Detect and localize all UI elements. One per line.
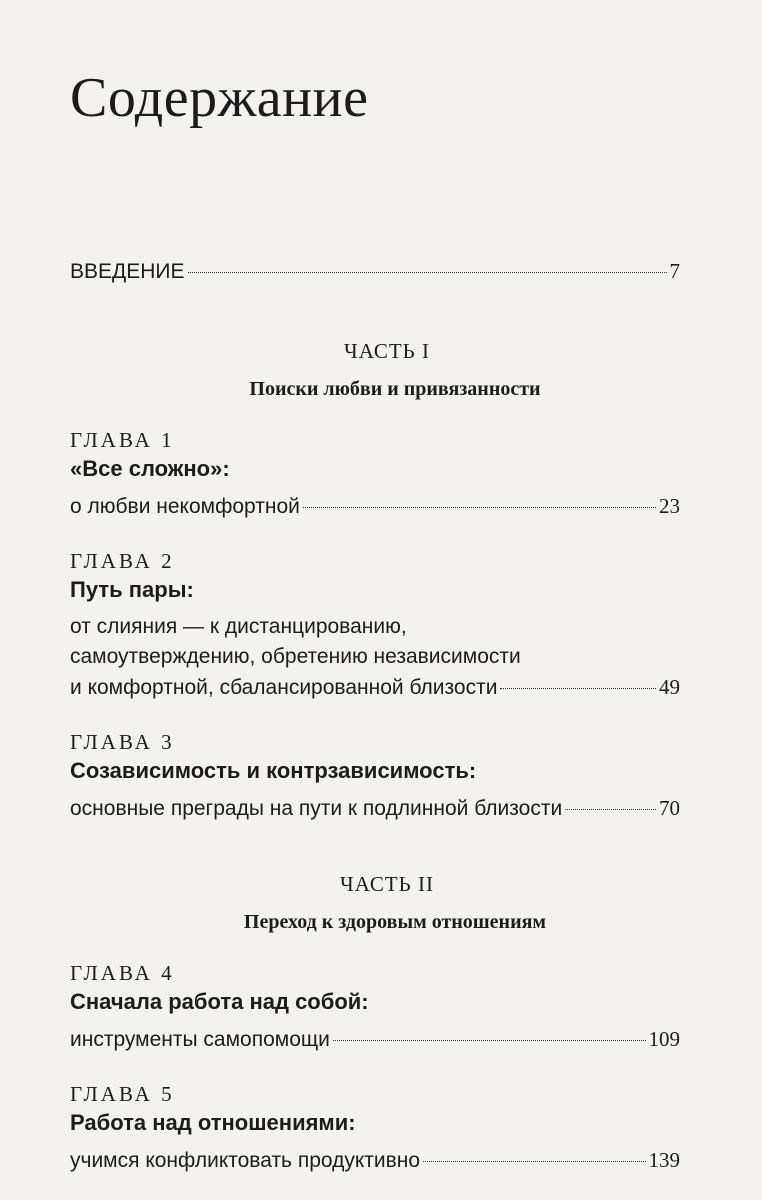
chapter-number: ГЛАВА 3 <box>70 730 175 754</box>
chapter-title: Путь пары: <box>70 577 194 602</box>
entry-label: основные преграды на пути к подлинной близости <box>70 797 563 820</box>
page-number: 70 <box>659 796 680 820</box>
page-number: 139 <box>648 1148 680 1172</box>
chapter-title: «Все сложно»: <box>70 456 230 481</box>
chapter-title: Созависимость и контрзависимость: <box>70 758 477 783</box>
toc-entry-chapter-5[interactable] <box>70 1145 680 1176</box>
entry-label: ВВЕДЕНИЕ <box>70 260 185 283</box>
part-number: ЧАСТЬ II <box>340 872 434 896</box>
entry-label: о любви некомфортной <box>70 495 300 518</box>
dot-leader <box>500 688 656 689</box>
page-number: 109 <box>648 1027 680 1051</box>
toc-entry-chapter-2[interactable] <box>70 672 680 703</box>
chapter-title: Работа над отношениями: <box>70 1110 356 1135</box>
chapter-number: ГЛАВА 2 <box>70 549 175 573</box>
dot-leader <box>333 1040 646 1041</box>
table-of-contents <box>70 256 680 1176</box>
part-title: Переход к здоровым отношениям <box>243 911 547 933</box>
entry-label: и комфортной, сбалансированной близости <box>70 676 498 699</box>
toc-entry-intro[interactable] <box>70 256 680 287</box>
chapter-number: ГЛАВА 4 <box>70 961 175 985</box>
part-number: ЧАСТЬ I <box>344 339 430 363</box>
page-number: 49 <box>659 675 680 699</box>
page-number: 23 <box>659 494 680 518</box>
entry-label: инструменты самопомощи <box>70 1028 330 1051</box>
page-title: Содержание <box>70 67 369 129</box>
page-number: 7 <box>669 259 680 283</box>
chapter-title: Сначала работа над собой: <box>70 989 369 1014</box>
toc-entry-chapter-3[interactable] <box>70 793 680 824</box>
toc-entry-chapter-1[interactable] <box>70 491 680 522</box>
chapter-number: ГЛАВА 5 <box>70 1082 175 1106</box>
chapter-number: ГЛАВА 1 <box>70 428 175 452</box>
dot-leader <box>565 809 656 810</box>
dot-leader <box>303 507 656 508</box>
dot-leader <box>423 1161 645 1162</box>
part-title: Поиски любви и привязанности <box>249 378 541 400</box>
toc-entry-chapter-4[interactable] <box>70 1024 680 1055</box>
entry-line: самоутверждению, обретению независимости <box>70 645 521 668</box>
entry-line: от слияния — к дистанцированию, <box>70 615 407 638</box>
entry-label: учимся конфликтовать продуктивно <box>70 1149 421 1172</box>
dot-leader <box>188 272 667 273</box>
